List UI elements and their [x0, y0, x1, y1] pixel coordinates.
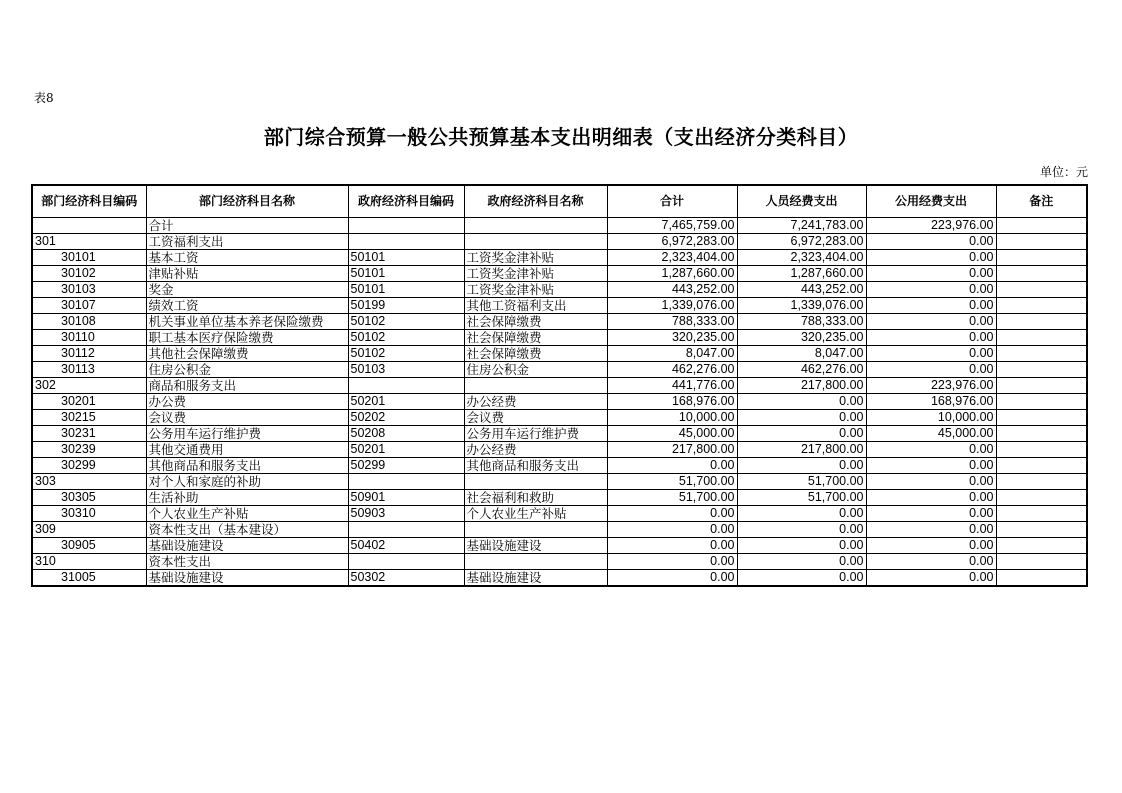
- cell-note: [996, 298, 1087, 314]
- cell-total: 0.00: [607, 458, 737, 474]
- cell-gov-name: 其他工资福利支出: [464, 298, 607, 314]
- cell-total: 462,276.00: [607, 362, 737, 378]
- cell-gov-name: [464, 474, 607, 490]
- cell-gov-name: 住房公积金: [464, 362, 607, 378]
- cell-personnel: 7,241,783.00: [737, 218, 866, 234]
- cell-dept-code: 30110: [32, 330, 146, 346]
- cell-gov-code: [348, 522, 464, 538]
- cell-public: 0.00: [866, 298, 996, 314]
- cell-gov-code: [348, 554, 464, 570]
- table-row: [32, 554, 1087, 570]
- cell-public: 223,976.00: [866, 378, 996, 394]
- cell-personnel: 8,047.00: [737, 346, 866, 362]
- cell-total: 168,976.00: [607, 394, 737, 410]
- cell-note: [996, 378, 1087, 394]
- cell-note: [996, 314, 1087, 330]
- cell-public: 0.00: [866, 570, 996, 587]
- cell-personnel: 51,700.00: [737, 490, 866, 506]
- cell-personnel: 0.00: [737, 410, 866, 426]
- cell-dept-code: 30201: [32, 394, 146, 410]
- cell-dept-name: 其他商品和服务支出: [146, 458, 348, 474]
- cell-note: [996, 330, 1087, 346]
- cell-public: 0.00: [866, 442, 996, 458]
- cell-note: [996, 474, 1087, 490]
- header-personnel: 人员经费支出: [737, 185, 866, 218]
- table-row: [32, 426, 1087, 442]
- page-title: 部门综合预算一般公共预算基本支出明细表（支出经济分类科目）: [263, 125, 859, 149]
- cell-gov-code: 50199: [348, 298, 464, 314]
- header-dept-name: 部门经济科目名称: [146, 185, 348, 218]
- cell-dept-code: 30108: [32, 314, 146, 330]
- cell-total: 0.00: [607, 538, 737, 554]
- table-row: [32, 538, 1087, 554]
- cell-public: 0.00: [866, 362, 996, 378]
- table-row: [32, 410, 1087, 426]
- cell-dept-name: 资本性支出（基本建设）: [146, 522, 348, 538]
- cell-note: [996, 362, 1087, 378]
- cell-gov-code: 50101: [348, 266, 464, 282]
- table-number: 表8: [34, 91, 54, 105]
- cell-gov-name: 其他商品和服务支出: [464, 458, 607, 474]
- cell-dept-code: 30239: [32, 442, 146, 458]
- cell-note: [996, 522, 1087, 538]
- cell-dept-code: 30305: [32, 490, 146, 506]
- cell-total: 0.00: [607, 522, 737, 538]
- cell-public: 0.00: [866, 538, 996, 554]
- cell-personnel: 0.00: [737, 394, 866, 410]
- cell-public: 168,976.00: [866, 394, 996, 410]
- cell-gov-name: 工资奖金津补贴: [464, 282, 607, 298]
- cell-total: 788,333.00: [607, 314, 737, 330]
- cell-note: [996, 282, 1087, 298]
- cell-gov-name: 工资奖金津补贴: [464, 266, 607, 282]
- table-row: [32, 522, 1087, 538]
- cell-public: 0.00: [866, 522, 996, 538]
- header-gov-code: 政府经济科目编码: [348, 185, 464, 218]
- table-row: [32, 282, 1087, 298]
- cell-personnel: 1,339,076.00: [737, 298, 866, 314]
- cell-dept-name: 基础设施建设: [146, 570, 348, 587]
- cell-note: [996, 218, 1087, 234]
- cell-personnel: 788,333.00: [737, 314, 866, 330]
- cell-personnel: 6,972,283.00: [737, 234, 866, 250]
- cell-note: [996, 458, 1087, 474]
- cell-personnel: 2,323,404.00: [737, 250, 866, 266]
- cell-gov-name: 会议费: [464, 410, 607, 426]
- cell-public: 0.00: [866, 474, 996, 490]
- cell-dept-code: 31005: [32, 570, 146, 587]
- cell-dept-code: [32, 218, 146, 234]
- cell-personnel: 0.00: [737, 458, 866, 474]
- cell-total: 2,323,404.00: [607, 250, 737, 266]
- cell-personnel: 1,287,660.00: [737, 266, 866, 282]
- cell-dept-code: 310: [32, 554, 146, 570]
- cell-total: 1,339,076.00: [607, 298, 737, 314]
- cell-gov-code: [348, 378, 464, 394]
- cell-total: 0.00: [607, 570, 737, 587]
- cell-dept-name: 资本性支出: [146, 554, 348, 570]
- cell-total: 443,252.00: [607, 282, 737, 298]
- cell-total: 0.00: [607, 554, 737, 570]
- cell-gov-code: [348, 234, 464, 250]
- cell-gov-code: 50102: [348, 346, 464, 362]
- cell-gov-name: [464, 378, 607, 394]
- cell-personnel: 320,235.00: [737, 330, 866, 346]
- cell-dept-name: 基本工资: [146, 250, 348, 266]
- cell-gov-code: [348, 474, 464, 490]
- cell-public: 10,000.00: [866, 410, 996, 426]
- cell-dept-code: 30101: [32, 250, 146, 266]
- cell-gov-code: 50201: [348, 442, 464, 458]
- cell-public: 0.00: [866, 330, 996, 346]
- cell-public: 0.00: [866, 234, 996, 250]
- cell-personnel: 0.00: [737, 506, 866, 522]
- cell-gov-name: 社会福利和救助: [464, 490, 607, 506]
- cell-gov-name: [464, 554, 607, 570]
- cell-dept-name: 奖金: [146, 282, 348, 298]
- cell-total: 441,776.00: [607, 378, 737, 394]
- cell-public: 223,976.00: [866, 218, 996, 234]
- cell-dept-name: 公务用车运行维护费: [146, 426, 348, 442]
- cell-public: 0.00: [866, 314, 996, 330]
- cell-dept-code: 30905: [32, 538, 146, 554]
- cell-note: [996, 346, 1087, 362]
- cell-note: [996, 250, 1087, 266]
- cell-gov-name: [464, 234, 607, 250]
- cell-gov-code: [348, 218, 464, 234]
- cell-dept-code: 30102: [32, 266, 146, 282]
- cell-total: 0.00: [607, 506, 737, 522]
- cell-dept-code: 30299: [32, 458, 146, 474]
- cell-gov-name: 社会保障缴费: [464, 330, 607, 346]
- cell-dept-name: 其他交通费用: [146, 442, 348, 458]
- cell-dept-name: 住房公积金: [146, 362, 348, 378]
- cell-gov-name: 办公经费: [464, 394, 607, 410]
- cell-public: 0.00: [866, 506, 996, 522]
- cell-total: 1,287,660.00: [607, 266, 737, 282]
- cell-personnel: 217,800.00: [737, 442, 866, 458]
- table-row: [32, 442, 1087, 458]
- cell-total: 7,465,759.00: [607, 218, 737, 234]
- cell-note: [996, 538, 1087, 554]
- table-row: [32, 314, 1087, 330]
- cell-gov-name: [464, 218, 607, 234]
- cell-dept-code: 309: [32, 522, 146, 538]
- cell-dept-name: 绩效工资: [146, 298, 348, 314]
- header-total: 合计: [607, 185, 737, 218]
- header-note: 备注: [996, 185, 1087, 218]
- cell-dept-name: 基础设施建设: [146, 538, 348, 554]
- cell-gov-name: 公务用车运行维护费: [464, 426, 607, 442]
- cell-dept-name: 津贴补贴: [146, 266, 348, 282]
- table-row: [32, 298, 1087, 314]
- cell-total: 51,700.00: [607, 474, 737, 490]
- table-row: [32, 362, 1087, 378]
- cell-total: 45,000.00: [607, 426, 737, 442]
- cell-personnel: 0.00: [737, 522, 866, 538]
- expenditure-table: [31, 184, 1088, 587]
- cell-gov-code: 50101: [348, 250, 464, 266]
- cell-gov-code: 50102: [348, 330, 464, 346]
- cell-dept-code: 30112: [32, 346, 146, 362]
- cell-gov-name: 办公经费: [464, 442, 607, 458]
- cell-gov-code: 50102: [348, 314, 464, 330]
- cell-dept-name: 会议费: [146, 410, 348, 426]
- cell-dept-code: 30310: [32, 506, 146, 522]
- cell-dept-name: 其他社会保障缴费: [146, 346, 348, 362]
- cell-public: 0.00: [866, 490, 996, 506]
- cell-total: 217,800.00: [607, 442, 737, 458]
- cell-gov-code: 50903: [348, 506, 464, 522]
- cell-public: 0.00: [866, 458, 996, 474]
- cell-public: 0.00: [866, 250, 996, 266]
- cell-note: [996, 426, 1087, 442]
- cell-gov-code: 50901: [348, 490, 464, 506]
- cell-dept-name: 对个人和家庭的补助: [146, 474, 348, 490]
- cell-personnel: 0.00: [737, 538, 866, 554]
- cell-gov-code: 50201: [348, 394, 464, 410]
- cell-dept-code: 302: [32, 378, 146, 394]
- cell-gov-code: 50402: [348, 538, 464, 554]
- cell-dept-code: 30215: [32, 410, 146, 426]
- cell-total: 10,000.00: [607, 410, 737, 426]
- cell-dept-name: 合计: [146, 218, 348, 234]
- cell-gov-code: 50208: [348, 426, 464, 442]
- cell-note: [996, 490, 1087, 506]
- table-row: [32, 250, 1087, 266]
- cell-personnel: 0.00: [737, 570, 866, 587]
- table-row: [32, 394, 1087, 410]
- table-row: [32, 506, 1087, 522]
- table-row: [32, 218, 1087, 234]
- cell-gov-name: 基础设施建设: [464, 538, 607, 554]
- cell-total: 51,700.00: [607, 490, 737, 506]
- cell-note: [996, 506, 1087, 522]
- cell-dept-code: 30103: [32, 282, 146, 298]
- cell-personnel: 0.00: [737, 426, 866, 442]
- cell-gov-name: 工资奖金津补贴: [464, 250, 607, 266]
- cell-dept-name: 生活补助: [146, 490, 348, 506]
- cell-public: 45,000.00: [866, 426, 996, 442]
- cell-personnel: 443,252.00: [737, 282, 866, 298]
- cell-gov-name: 社会保障缴费: [464, 314, 607, 330]
- table-row: [32, 346, 1087, 362]
- cell-dept-name: 机关事业单位基本养老保险缴费: [146, 314, 348, 330]
- cell-gov-name: 社会保障缴费: [464, 346, 607, 362]
- cell-dept-code: 30113: [32, 362, 146, 378]
- table-row: [32, 458, 1087, 474]
- cell-note: [996, 394, 1087, 410]
- cell-note: [996, 234, 1087, 250]
- cell-public: 0.00: [866, 346, 996, 362]
- unit-label: 单位：元: [1039, 165, 1088, 179]
- cell-dept-name: 工资福利支出: [146, 234, 348, 250]
- cell-total: 6,972,283.00: [607, 234, 737, 250]
- cell-gov-name: [464, 522, 607, 538]
- cell-dept-name: 办公费: [146, 394, 348, 410]
- table-row: [32, 330, 1087, 346]
- cell-public: 0.00: [866, 266, 996, 282]
- header-gov-name: 政府经济科目名称: [464, 185, 607, 218]
- cell-note: [996, 266, 1087, 282]
- cell-personnel: 217,800.00: [737, 378, 866, 394]
- cell-dept-name: 职工基本医疗保险缴费: [146, 330, 348, 346]
- header-public: 公用经费支出: [866, 185, 996, 218]
- cell-dept-code: 303: [32, 474, 146, 490]
- cell-personnel: 0.00: [737, 554, 866, 570]
- table-row: [32, 378, 1087, 394]
- cell-total: 320,235.00: [607, 330, 737, 346]
- cell-note: [996, 570, 1087, 587]
- cell-dept-code: 301: [32, 234, 146, 250]
- cell-dept-name: 个人农业生产补贴: [146, 506, 348, 522]
- table-row: [32, 234, 1087, 250]
- table-row: [32, 570, 1087, 587]
- table-row: [32, 490, 1087, 506]
- cell-public: 0.00: [866, 282, 996, 298]
- cell-dept-code: 30231: [32, 426, 146, 442]
- cell-note: [996, 410, 1087, 426]
- header-dept-code: 部门经济科目编码: [32, 185, 146, 218]
- cell-gov-code: 50101: [348, 282, 464, 298]
- cell-note: [996, 442, 1087, 458]
- cell-dept-name: 商品和服务支出: [146, 378, 348, 394]
- cell-public: 0.00: [866, 554, 996, 570]
- cell-gov-code: 50299: [348, 458, 464, 474]
- cell-total: 8,047.00: [607, 346, 737, 362]
- cell-personnel: 462,276.00: [737, 362, 866, 378]
- cell-gov-code: 50302: [348, 570, 464, 587]
- cell-gov-name: 基础设施建设: [464, 570, 607, 587]
- cell-note: [996, 554, 1087, 570]
- cell-gov-name: 个人农业生产补贴: [464, 506, 607, 522]
- cell-gov-code: 50202: [348, 410, 464, 426]
- table-row: [32, 266, 1087, 282]
- cell-dept-code: 30107: [32, 298, 146, 314]
- cell-personnel: 51,700.00: [737, 474, 866, 490]
- cell-gov-code: 50103: [348, 362, 464, 378]
- table-header-row: [32, 185, 1087, 218]
- table-row: [32, 474, 1087, 490]
